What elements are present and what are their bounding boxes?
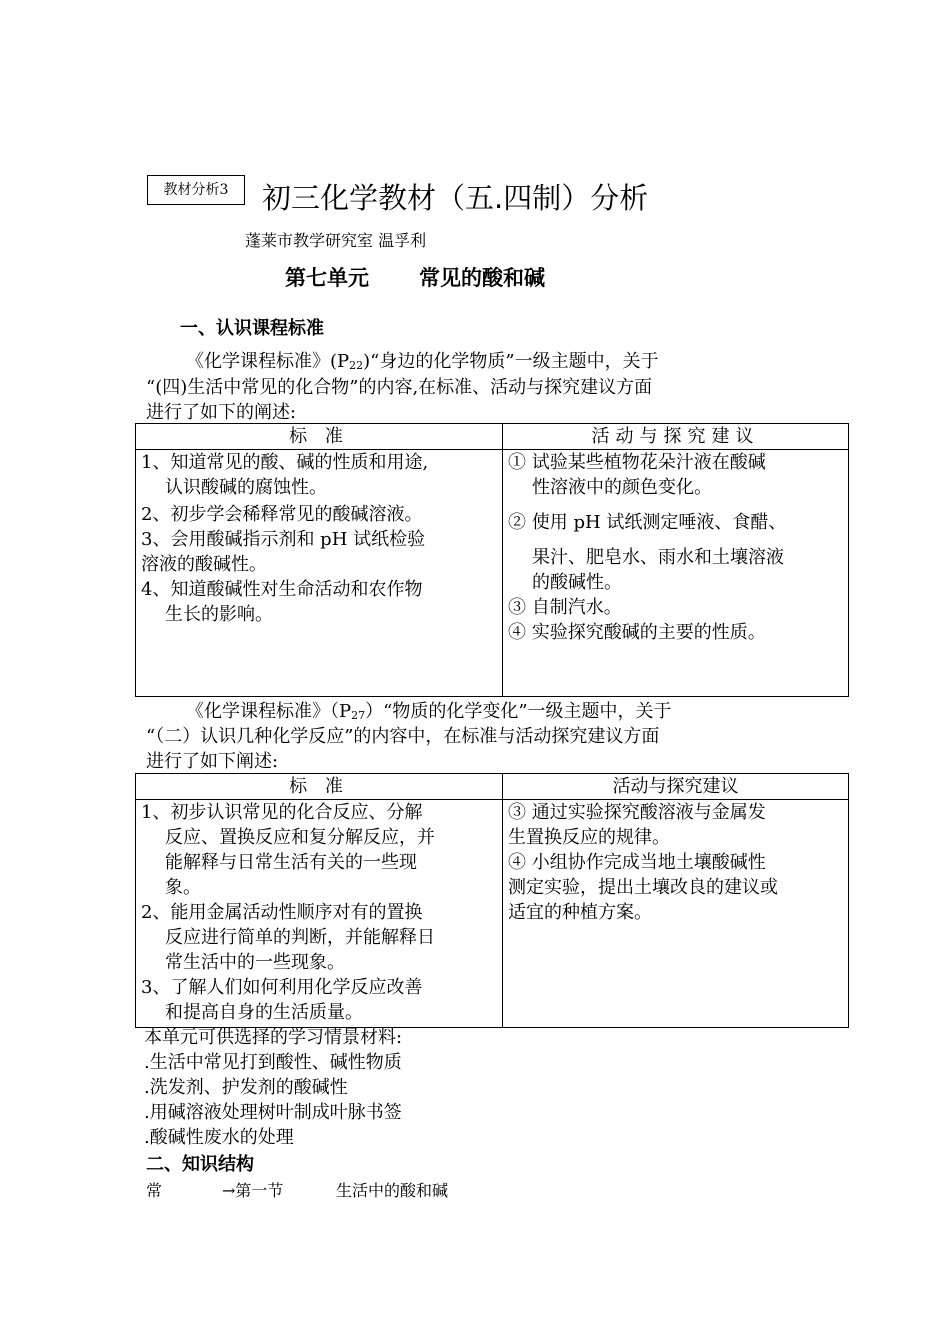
section2-heading: 二、知识结构 [146, 1154, 254, 1175]
intro2-line1: 《化学课程标准》$(P_{27})“$物质的化学变化”一级主题中，关于 [186, 701, 672, 722]
list-item: ④ 实验探究酸碱的主要的性质。 [508, 622, 766, 643]
materials-heading: 本单元可供选择的学习情景材料: [144, 1027, 403, 1048]
table2-standards-cell [136, 800, 503, 1028]
section1-heading: 一、认识课程标准 [180, 318, 324, 339]
table1-activities-cell [503, 450, 849, 697]
list-item: 3、会用酸碱指示剂和 pH 试纸检验 溶液的酸碱性。 [141, 529, 426, 575]
list-item: ② 使用 pH 试纸测定唾液、食醋、 [508, 512, 787, 533]
list-item: 适宜的种植方案。 [508, 902, 652, 923]
materials-item: .生活中常见打到酸性、碱性物质 [144, 1052, 402, 1073]
intro2-line3: 进行了如下阐述: [146, 751, 279, 772]
list-item: ① 试验某些植物花朵汁液在酸碱 性溶液中的颜色变化。 [508, 452, 766, 498]
intro1-line1: 《化学课程标准》$(P_{22})“$身边的化学物质”一级主题中，关于 [186, 351, 659, 372]
list-item: 测定实验，提出土壤改良的建议或 [508, 877, 778, 898]
unit-title: 常见的酸和碱 [419, 265, 545, 290]
intro2-line2: “（二）认识几种化学反应”的内容中，在标准与活动探究建议方面 [146, 726, 660, 747]
list-item: ④ 小组协作完成当地土壤酸碱性 [508, 852, 766, 873]
structure-item: 生活中的酸和碱 [336, 1181, 449, 1200]
list-item: 2、能用金属活动性顺序对有的置换 反应进行简单的判断，并能解释日 常生活中的一些现象。 [141, 902, 435, 973]
materials-item: .洗发剂、护发剂的酸碱性 [144, 1077, 348, 1098]
structure-arrow: →第一节 [222, 1181, 284, 1200]
doc-tag: 教材分析3 [147, 175, 245, 205]
list-item: 生置换反应的规律。 [508, 827, 670, 848]
table2-activities-cell [503, 800, 849, 1028]
list-item: 4、知道酸碱性对生命活动和农作物 生长的影响。 [141, 579, 423, 625]
list-item: ③ 自制汽水。 [508, 597, 622, 618]
unit-label: 第七单元 [285, 265, 369, 290]
intro1-line3: 进行了如下的阐述: [146, 402, 297, 423]
doc-title: 初三化学教材（五.四制）分析 [262, 181, 649, 215]
standards-table-2 [135, 773, 849, 1028]
table1-col2-header: 活动与探究建议 [503, 424, 849, 450]
materials-item: .酸碱性废水的处理 [144, 1127, 294, 1148]
standards-table-1 [135, 423, 849, 697]
table1-col1-header: 标 准 [136, 424, 503, 450]
table1-standards-cell [136, 450, 503, 697]
list-item: ③ 通过实验探究酸溶液与金属发 [508, 802, 766, 823]
intro1-line2: “(四)生活中常见的化合物”的内容,在标准、活动与探究建议方面 [146, 377, 653, 398]
author-line: 蓬莱市教学研究室 温孚利 [245, 231, 427, 250]
list-item: 2、初步学会稀释常见的酸碱溶液。 [141, 504, 423, 525]
list-item: 1、知道常见的酸、碱的性质和用途, 认识酸碱的腐蚀性。 [141, 452, 429, 498]
table2-col1-header: 标 准 [136, 774, 503, 800]
list-item: 1、初步认识常见的化合反应、分解 反应、置换反应和复分解反应，并 能解释与日常生活有关的一些现 象。 [141, 802, 435, 898]
unit-heading [285, 262, 545, 292]
list-item: 果汁、肥皂水、雨水和土壤溶液 的酸碱性。 [532, 547, 784, 593]
materials-item: .用碱溶液处理树叶制成叶脉书签 [144, 1102, 402, 1123]
table2-col2-header: 活动与探究建议 [503, 774, 849, 800]
structure-root: 常 [146, 1181, 163, 1200]
list-item: 3、了解人们如何利用化学反应改善 和提高自身的生活质量。 [141, 977, 423, 1023]
